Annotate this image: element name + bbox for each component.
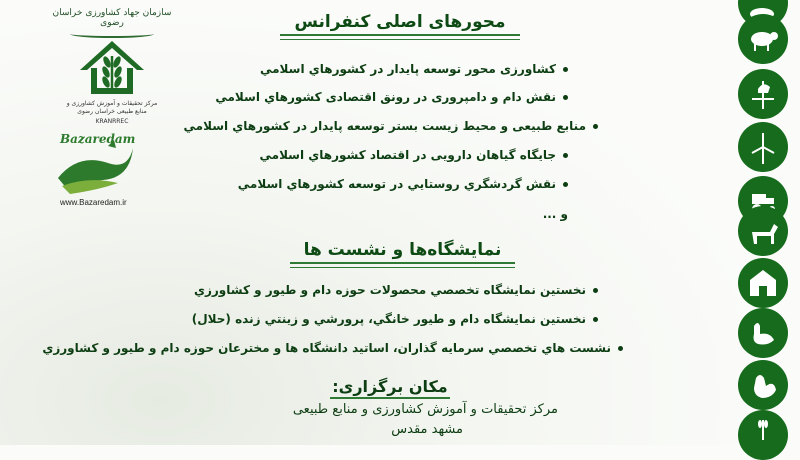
exhibitions-title-underline — [290, 262, 515, 268]
org-logo-underline — [70, 30, 154, 38]
partner-url[interactable]: www.Bazaredam.ir — [60, 198, 127, 207]
partner-name: Bazaredam — [60, 132, 136, 146]
bullet-icon — [593, 317, 598, 322]
venue-title-underline — [330, 397, 450, 401]
rooster-weathervane-icon — [738, 69, 788, 119]
wheat-circle — [738, 410, 788, 460]
sheep-circle-2 — [738, 14, 788, 64]
horse-icon — [738, 206, 788, 256]
venue-line-1: مرکز تحقیقات و آموزش کشاورزی و منابع طبیعی — [292, 402, 558, 417]
org-name: سازمان جهاد کشاورزی خراسان رضوی — [52, 8, 172, 28]
rooster-icon — [738, 360, 788, 410]
barn-icon — [738, 258, 788, 308]
horse-circle — [738, 206, 788, 256]
axes-title: محورهای اصلی کنفرانس — [294, 12, 506, 32]
wind-turbine-circle — [738, 122, 788, 172]
research-center-caption: مرکز تحقیقات و آموزش کشاورزی و منابع طبیعی خراسان رضوی — [66, 100, 158, 115]
rooster-circle — [738, 360, 788, 410]
org-logo-text — [48, 8, 176, 38]
bullet-icon — [593, 124, 598, 129]
bullet-icon — [563, 153, 568, 158]
research-center-logo — [62, 38, 162, 126]
bullet-icon — [593, 288, 598, 293]
axis-item: کشاورزی محور توسعه پایدار در کشورهاي اسلامي — [260, 62, 568, 76]
research-center-abbr: KRANRREC — [95, 118, 129, 125]
axes-title-underline — [280, 34, 520, 40]
exhibition-item: نشست هاي تخصصي سرمايه گذاران، اساتيد دانشگاه ها و مخترعان حوزه دام و طيور و كشاورزي — [42, 341, 623, 355]
exhibitions-heading — [290, 240, 515, 268]
bullet-icon — [563, 95, 568, 100]
barn-circle — [738, 258, 788, 308]
bazaredam-logo — [48, 128, 148, 207]
wheat-icon — [738, 410, 788, 460]
icon-strip — [730, 0, 800, 445]
axes-heading — [280, 12, 520, 40]
goose-circle — [738, 308, 788, 358]
left-branding-panel — [0, 0, 190, 445]
sheep-icon — [738, 14, 788, 64]
axis-etc: و ... — [542, 207, 568, 221]
weathervane-circle — [738, 69, 788, 119]
bullet-icon — [563, 182, 568, 187]
bullet-icon — [563, 67, 568, 72]
wind-turbine-icon — [738, 122, 788, 172]
venue-line-2: مشهد مقدس — [391, 422, 463, 437]
wheat-house-logo-icon — [77, 38, 147, 98]
venue-title: مکان برگزاری: — [332, 377, 448, 396]
venue-heading — [330, 377, 450, 401]
axis-item: نقش دام و دامپروری در رونق اقتصادی کشورهاي اسلامي — [215, 90, 568, 104]
axis-item: نقش گردشگري روستايي در توسعه کشورهاي اسلامي — [238, 177, 568, 191]
exhibitions-title: نمایشگاه‌ها و نشست ها — [303, 240, 502, 260]
exhibition-item: نخستین نمایشگاه تخصصي محصولات حوزه دام و طيور و كشاورزي — [194, 283, 598, 297]
exhibition-item: نخستين نمايشگاه دام و طيور خانگي، پرورشي و زينتي زنده (حلال) — [192, 312, 598, 326]
goose-icon — [738, 308, 788, 358]
axis-item: جایگاه گیاهان دارویی در اقتصاد کشورهاي اسلامي — [260, 148, 569, 162]
bullet-icon — [618, 346, 623, 351]
axis-item: منابع طبیعی و محیط زیست بستر توسعه پایدار در کشورهاي اسلامي — [184, 119, 598, 133]
